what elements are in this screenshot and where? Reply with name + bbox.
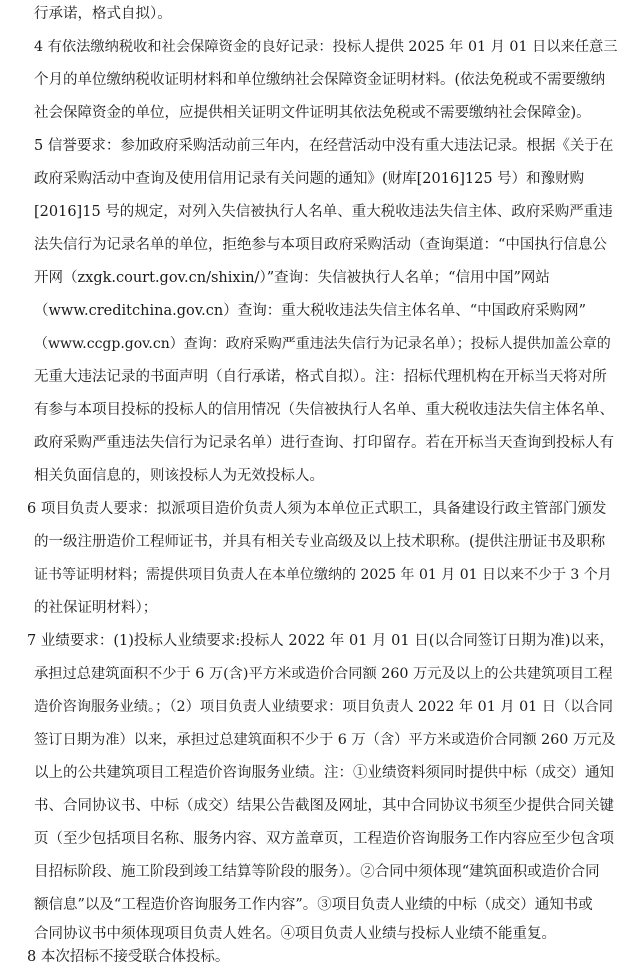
- text-line: 7 业绩要求：(1)投标人业绩要求:投标人 2022 年 01 月 01 日(以合同签订日期为准)以来，: [27, 633, 615, 649]
- text-line: 承担过总建筑面积不少于 6 万(含)平方米或造价合同额 260 万元及以上的公共建筑项目工程: [34, 666, 613, 682]
- text-line: （www.creditchina.gov.cn）查询：重大税收违法失信主体名单、“中国政府采购网”: [34, 303, 587, 319]
- text-line: 相关负面信息的，则该投标人为无效投标人。: [34, 468, 324, 484]
- text-line: 的一级注册造价工程师证书，并具有相关专业高级及以上技术职称。(提供注册证书及职称: [34, 534, 606, 550]
- text-line: 无重大违法记录的书面声明（自行承诺，格式自拟）。注：招标代理机构在开标当天将对所: [34, 369, 607, 385]
- text-line: 8 本次招标不接受联合体投标。: [27, 949, 230, 965]
- text-line: 页（至少包括项目名称、服务内容、双方盖章页，工程造价咨询服务工作内容应至少包含项: [34, 831, 614, 847]
- text-line: 5 信誉要求：参加政府采购活动前三年内，在经营活动中没有重大违法记录。根据《关于在: [34, 138, 614, 154]
- text-line: 社会保障资金的单位，应提供相关证明文件证明其依法免税或不需要缴纳社会保障金)。: [34, 105, 591, 121]
- text-line: 造价咨询服务业绩。；（2）项目负责人业绩要求：项目负责人 2022 年 01 月 01 日（以合同: [34, 699, 614, 715]
- text-line: [2016]15 号的规定，对列入失信被执行人名单、重大税收违法失信主体、政府采购严重违: [34, 204, 613, 220]
- text-line: 个月的单位缴纳税收证明材料和单位缴纳社会保障资金证明材料。(依法免税或不需要缴纳: [34, 72, 606, 88]
- text-line: 4 有依法缴纳税收和社会保障资金的良好记录：投标人提供 2025 年 01 月 01 日以来任意三: [34, 39, 618, 55]
- text-line: 行承诺，格式自拟）。: [34, 6, 172, 22]
- text-line: 目招标阶段、施工阶段到竣工结算等阶段的服务）。②合同中须体现“建筑面积或造价合同: [34, 864, 600, 880]
- text-line: 以上的公共建筑项目工程造价咨询服务业绩。注：①业绩资料须同时提供中标（成交）通知: [34, 765, 614, 781]
- text-line: 开网（zxgk.court.gov.cn/shixin/）”查询：失信被执行人名单；“信用中国”网站: [34, 270, 550, 286]
- text-line: 6 项目负责人要求：拟派项目造价负责人须为本单位正式职工，具备建设行政主管部门颁发: [27, 501, 607, 517]
- text-line: 的社保证明材料）；: [34, 600, 158, 616]
- text-line: 法失信行为记录名单的单位，拒绝参与本项目政府采购活动（查询渠道：“中国执行信息公: [34, 237, 607, 253]
- text-line: 签订日期为准）以来，承担过总建筑面积不少于 6 万（含）平方米或造价合同额 260 万元及: [34, 732, 616, 748]
- text-line: 政府采购活动中查询及使用信用记录有关问题的通知》(财库[2016]125 号）和豫财购: [34, 171, 585, 187]
- text-line: 有参与本项目投标的投标人的信用情况（失信被执行人名单、重大税收违法失信主体名单、: [34, 402, 614, 418]
- text-line: 证书等证明材料；需提供项目负责人在本单位缴纳的 2025 年 01 月 01 日以来不少于 3 个月: [34, 567, 612, 583]
- text-line: 合同协议书中须体现项目负责人姓名。④项目负责人业绩与投标人业绩不能重复。: [34, 926, 556, 942]
- text-line: 政府采购严重违法失信行为记录名单）进行查询、打印留存。若在开标当天查询到投标人有: [34, 435, 614, 451]
- text-line: 书、合同协议书、中标（成交）结果公告截图及网址，其中合同协议书须至少提供合同关键: [34, 798, 614, 814]
- text-line: （www.ccgp.gov.cn）查询：政府采购严重违法失信行为记录名单）；投标人提供加盖公章的: [34, 336, 611, 352]
- text-line: 额信息”以及“工程造价咨询服务工作内容”。③项目负责人业绩的中标（成交）通知书或: [34, 897, 593, 913]
